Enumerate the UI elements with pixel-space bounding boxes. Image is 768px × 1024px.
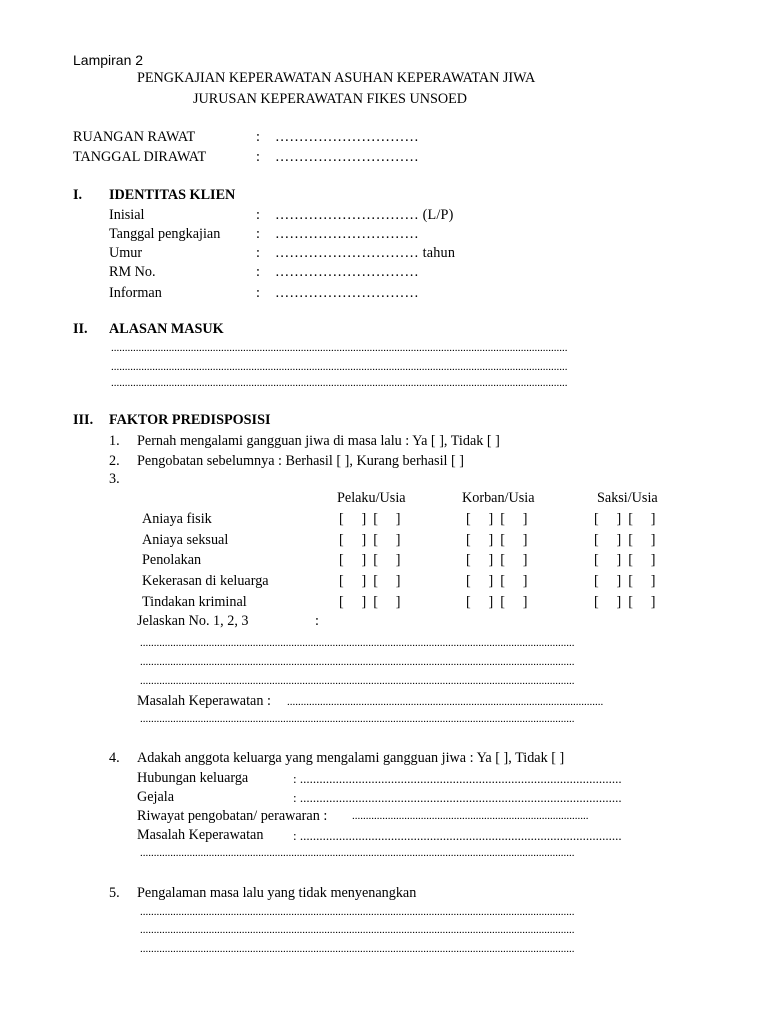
field-label: Masalah Keperawatan [137,827,264,843]
field-colon: : [256,129,260,145]
checkbox-pair[interactable]: [ ] [ ] [594,532,656,548]
item-number: 3. [109,471,120,487]
answer-line[interactable]: ...................................................................................................................................................................... [111,362,568,373]
answer-line[interactable]: .............................................................................................................................................................. [140,676,575,687]
field-colon: : [256,264,260,280]
field-label: Riwayat pengobatan/ perawaran : [137,808,328,824]
field-value[interactable]: ………………………… [275,149,419,165]
field-value[interactable]: ………………………… tahun [275,245,456,261]
checkbox-pair[interactable]: [ ] [ ] [466,511,528,527]
question-riwayat-gangguan-jiwa[interactable]: Pernah mengalami gangguan jiwa di masa lalu : Ya [ ], Tidak [ ] [137,433,500,449]
row-label: Kekerasan di keluarga [142,573,269,589]
jelaskan-colon: : [315,613,319,629]
item-number: 4. [109,750,120,766]
field-value[interactable]: ...................................................................................... [352,811,589,822]
field-value[interactable]: : ................................................................................................... [293,772,622,785]
answer-line[interactable]: ...................................................................................................................................................................... [111,343,568,354]
checkbox-pair[interactable]: [ ] [ ] [466,573,528,589]
checkbox-pair[interactable]: [ ] [ ] [339,594,401,610]
field-colon: : [256,149,260,165]
answer-line[interactable]: .............................................................................................................................................................. [140,907,575,918]
field-value[interactable]: : ................................................................................................... [293,829,622,842]
field-colon: : [256,207,260,223]
field-value[interactable]: : ................................................................................................... [293,791,622,804]
jelaskan-label: Jelaskan No. 1, 2, 3 [137,613,249,629]
field-label: Inisial [109,207,145,223]
checkbox-pair[interactable]: [ ] [ ] [339,573,401,589]
checkbox-pair[interactable]: [ ] [ ] [339,511,401,527]
field-label: Hubungan keluarga [137,770,249,786]
field-value[interactable]: ………………………… [275,285,419,301]
checkbox-pair[interactable]: [ ] [ ] [466,594,528,610]
field-value[interactable]: ………………………… [275,226,419,242]
section-number: II. [73,321,88,337]
field-value[interactable]: ………………………… [275,129,419,145]
checkbox-pair[interactable]: [ ] [ ] [594,552,656,568]
answer-line[interactable]: .............................................................................................................................................................. [140,925,575,936]
checkbox-pair[interactable]: [ ] [ ] [466,552,528,568]
masalah-keperawatan-label: Masalah Keperawatan : [137,693,271,709]
question-pengobatan-sebelumnya[interactable]: Pengobatan sebelumnya : Berhasil [ ], Kurang berhasil [ ] [137,453,465,469]
answer-line[interactable]: .............................................................................................................................................................. [140,657,575,668]
field-value[interactable]: ………………………… [275,264,419,280]
row-label: Aniaya fisik [142,511,212,527]
field-label: Umur [109,245,143,261]
field-label: RUANGAN RAWAT [73,129,196,145]
question-anggota-keluarga[interactable]: Adakah anggota keluarga yang mengalami gangguan jiwa : Ya [ ], Tidak [ ] [137,750,565,766]
field-label: Informan [109,285,162,301]
section-title-alasan-masuk: ALASAN MASUK [109,321,224,337]
answer-line[interactable]: .............................................................................................................................................................. [140,638,575,649]
section-number: III. [73,412,94,428]
checkbox-pair[interactable]: [ ] [ ] [339,532,401,548]
document-title-line1: PENGKAJIAN KEPERAWATAN ASUHAN KEPERAWATAN JIWA [137,70,536,86]
section-title-identitas: IDENTITAS KLIEN [109,187,236,203]
row-label: Tindakan kriminal [142,594,247,610]
section-number: I. [73,187,83,203]
document-title-line2: JURUSAN KEPERAWATAN FIKES UNSOED [193,91,468,107]
item-number: 2. [109,453,120,469]
question-pengalaman-masa-lalu: Pengalaman masa lalu yang tidak menyenangkan [137,885,417,901]
checkbox-pair[interactable]: [ ] [ ] [594,594,656,610]
column-header-saksi: Saksi/Usia [597,490,658,506]
answer-line[interactable]: .............................................................................................................................................................. [140,944,575,955]
answer-line[interactable]: .............................................................................................................................................................. [140,714,575,725]
field-label: Tanggal pengkajian [109,226,221,242]
checkbox-pair[interactable]: [ ] [ ] [466,532,528,548]
field-label: Gejala [137,789,175,805]
field-label: TANGGAL DIRAWAT [73,149,207,165]
answer-line[interactable]: .............................................................................................................................................................. [140,848,575,859]
field-label: RM No. [109,264,156,280]
field-colon: : [256,226,260,242]
field-colon: : [256,245,260,261]
column-header-pelaku: Pelaku/Usia [337,490,406,506]
checkbox-pair[interactable]: [ ] [ ] [339,552,401,568]
checkbox-pair[interactable]: [ ] [ ] [594,573,656,589]
section-title-faktor-predisposisi: FAKTOR PREDISPOSISI [109,412,271,428]
item-number: 5. [109,885,120,901]
answer-line[interactable]: ...................................................................................................................................................................... [111,378,568,389]
lampiran-label: Lampiran 2 [73,52,144,68]
field-colon: : [256,285,260,301]
column-header-korban: Korban/Usia [462,490,535,506]
row-label: Aniaya seksual [142,532,229,548]
item-number: 1. [109,433,120,449]
row-label: Penolakan [142,552,202,568]
checkbox-pair[interactable]: [ ] [ ] [594,511,656,527]
answer-line[interactable]: ................................................................................................................... [287,697,604,708]
field-value[interactable]: ………………………… (L/P) [275,207,454,223]
